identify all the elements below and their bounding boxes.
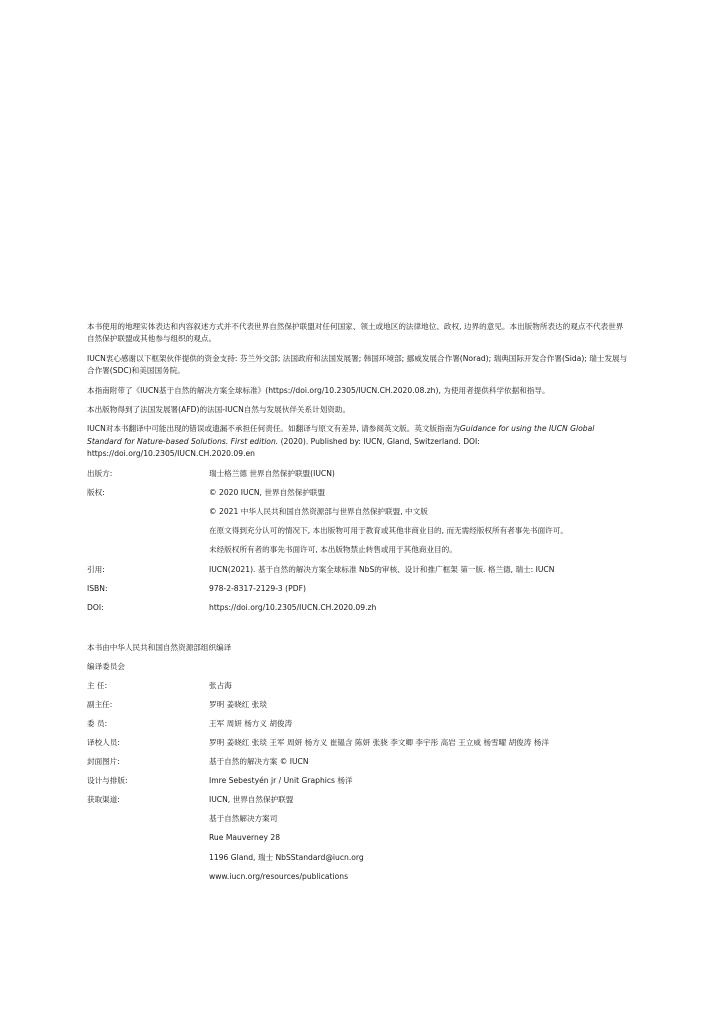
cover-value: 基于自然的解决方案 © IUCN [209, 757, 309, 767]
doi-label: DOI: [87, 603, 104, 613]
funding-acknowledgement: IUCN衷心感谢以下框架伙伴提供的资金支持: 芬兰外交部; 法国政府和法国发展署; 韩国环境部; 挪威发展合作署(Norad); 瑞典国际开发合作署(Sida); 瑞士发展与合作署(SDC)和美国国务院。 [87, 353, 628, 376]
isbn-row [87, 583, 630, 595]
director-label: 主 任: [87, 681, 108, 691]
translation-disclaimer [87, 423, 630, 460]
deputy-value: 罗明 姜晓红 张琰 [209, 700, 267, 710]
translators-value: 罗明 姜晓红 张琰 王军 周妍 杨方义 崔韫含 陈妍 张骁 李文卿 李宇彤 高岩 王立威 杨雪曜 胡俊涛 杨洋 [209, 738, 549, 748]
publisher-label: 出版方: [87, 468, 113, 478]
doi-value: https://doi.org/10.2305/IUCN.CH.2020.09.zh [209, 603, 377, 613]
publisher-row [87, 468, 630, 480]
translators-row [87, 737, 630, 749]
channel-value: IUCN, 世界自然保护联盟 [209, 795, 294, 805]
channel-address-street: Rue Mauverney 28 [209, 833, 281, 843]
copyright-value: © 2020 IUCN, 世界自然保护联盟 [209, 487, 326, 497]
isbn-label: ISBN: [87, 583, 108, 593]
channel-label: 获取渠道: [87, 795, 120, 805]
isbn-value: 978-2-8317-2129-3 (PDF) [209, 583, 306, 593]
citation-value: IUCN(2021). 基于自然的解决方案全球标准 NbS的审核、设计和推广框架 第一版. 格兰德, 瑞士: IUCN [209, 564, 555, 574]
citation-label: 引用: [87, 564, 105, 574]
section-spacer [87, 621, 630, 642]
publisher-value: 瑞士格兰德 世界自然保护联盟(IUCN) [209, 468, 335, 478]
channel-address-city-email: 1196 Gland, 瑞士 NbSStandard@iucn.org [209, 852, 364, 862]
director-row [87, 680, 630, 692]
copyright-label: 版权: [87, 487, 105, 497]
design-row [87, 775, 630, 787]
committee-title: 编译委员会 [87, 662, 125, 672]
copyright-note-resale: 未经版权所有者的事先书面许可, 本出版物禁止转售或用于其他商业目的。 [209, 545, 457, 555]
companion-standard-note: 本指南附带了《IUCN基于自然的解决方案全球标准》(https://doi.org/10.2305/IUCN.CH.2020.08.zh), 为使用者提供科学依据和指导。 [87, 385, 550, 395]
disclaimer-paragraph: 本书使用的地理实体表达和内容叙述方式并不代表世界自然保护联盟对任何国家、领土或地区的法律地位、政权, 边界的意见。本出版物所表达的观点不代表世界自然保护联盟或其他参与组织的观点。 [87, 322, 624, 344]
design-value: Imre Sebestyén jr / Unit Graphics 杨洋 [209, 776, 353, 786]
citation-row [87, 564, 630, 576]
afd-funding-note: 本出版物得到了法国发展署(AFD)的法国-IUCN自然与发展伙伴关系计划资助。 [87, 405, 351, 415]
deputy-label: 副主任: [87, 700, 113, 710]
copyright-row [87, 487, 630, 499]
members-row [87, 718, 630, 730]
channel-address-dept: 基于自然解决方案司 [209, 814, 278, 824]
translation-disclaimer-prefix: IUCN对本书翻译中可能出现的错误或遗漏不承担任何责任。如翻译与原文有差异, 请参阅英文版。英文版指南为 [87, 424, 460, 434]
cover-row [87, 756, 630, 768]
director-value: 张占海 [209, 681, 232, 691]
design-label: 设计与排版: [87, 776, 128, 786]
members-label: 委 员: [87, 719, 108, 729]
cover-label: 封面图片: [87, 757, 120, 767]
translation-org-line: 本书由中华人民共和国自然资源部组织编译 [87, 643, 232, 653]
translation-disclaimer-suffix: (2020). Published by: IUCN, Gland, Switzerland. DOI: https://doi.org/10.2305/IUCN.CH.2020.09.en [87, 436, 480, 459]
english-title: Guidance for using the IUCN Global Standard for Nature-based Solutions. First edition. [87, 424, 595, 446]
members-value: 王军 周妍 杨方义 胡俊涛 [209, 719, 293, 729]
translators-label: 译校人员: [87, 738, 120, 748]
channel-row [87, 794, 630, 806]
doi-row [87, 602, 630, 614]
copyright-note-reuse: 在原文得到充分认可的情况下, 本出版物可用于教育或其他非商业目的, 而无需经版权所有者事先书面许可。 [209, 526, 568, 536]
deputy-row [87, 699, 630, 711]
channel-website: www.iucn.org/resources/publications [209, 871, 349, 881]
copyright-chinese-edition: © 2021 中华人民共和国自然资源部与世界自然保护联盟, 中文版 [209, 507, 428, 517]
